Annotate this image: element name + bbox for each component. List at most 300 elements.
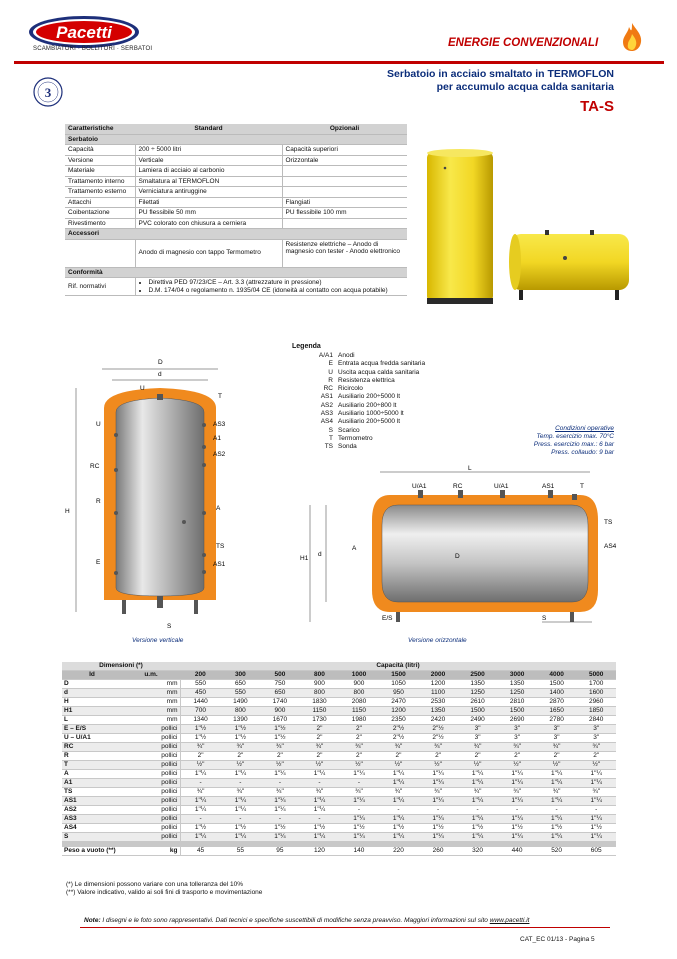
dims-cell: 1490 [221, 698, 261, 707]
dims-cell: 1"¼ [458, 779, 498, 788]
vertical-tank-drawing [60, 350, 260, 640]
dims-cell: 1400 [537, 689, 577, 698]
spec-row: Anodo di magnesio con tappo Termometro Resistenze elettriche – Anodo di magnesio con tester - Anodo elettronico [65, 239, 407, 267]
spec-row: Trattamento interno Smaltatura al TERMOFLON [65, 176, 407, 187]
dims-cell: - [576, 806, 616, 815]
spec-section-accessori: Accessori [65, 229, 407, 240]
cap-col: 2000 [418, 671, 458, 680]
dims-cell: 1980 [339, 716, 379, 725]
dims-cell: 1730 [300, 716, 340, 725]
dims-cell: 1350 [458, 680, 498, 689]
dims-cell: 800 [339, 689, 379, 698]
legend [300, 352, 425, 452]
title-line-1: Serbatoio in acciaio smaltato in TERMOFLON [387, 68, 614, 80]
dims-cell: 1670 [260, 716, 300, 725]
dims-cell: 800 [221, 707, 261, 716]
dims-cell: 650 [260, 689, 300, 698]
dims-cell: - [339, 779, 379, 788]
title-line-2: per accumulo acqua calda sanitaria [436, 81, 614, 93]
dims-row [62, 707, 616, 716]
dims-cell: 1390 [221, 716, 261, 725]
dims-row-id: D [62, 680, 122, 689]
dims-row-id: T [62, 761, 122, 770]
cap-col: 3000 [497, 671, 537, 680]
dims-cell: ¾" [537, 743, 577, 752]
dims-cell: ½" [497, 761, 537, 770]
dims-cell: 1"¼ [379, 797, 419, 806]
dims-cell: 1500 [458, 707, 498, 716]
dims-cell: 1"½ [221, 824, 261, 833]
dims-subheader-row [62, 671, 616, 680]
dims-cell: ¾" [379, 743, 419, 752]
dims-cell: 2960 [576, 698, 616, 707]
label-T-h: T [580, 483, 584, 490]
label-H: H [65, 508, 70, 515]
dims-row-unit: pollici [122, 779, 180, 788]
section-title: ENERGIE CONVENZIONALI [448, 37, 599, 49]
dims-cell: ¾" [576, 743, 616, 752]
legend-item: T Termometro [329, 434, 373, 442]
dims-cell: 700 [180, 707, 221, 716]
dims-row [62, 689, 616, 698]
dims-cell: 1850 [576, 707, 616, 716]
legend-item: U Uscita acqua calda sanitaria [328, 368, 420, 376]
dims-cell: ¾" [300, 788, 340, 797]
dims-cell: 1350 [497, 680, 537, 689]
operating-conditions [500, 425, 614, 457]
dims-row-unit: pollici [122, 788, 180, 797]
dims-cell: 1"¼ [458, 815, 498, 824]
spec-row: Materiale Lamiera di acciaio al carbonio [65, 166, 407, 177]
spec-row: Rivestimento PVC colorato con chiusura a cerniera [65, 218, 407, 229]
normative-item: • D.M. 174/04 o regolamento n. 1935/04 CE (idoneità al contatto con acqua potabile) [149, 287, 405, 295]
spec-row-normativi: Rif. normativi • Direttiva PED 97/23/CE – Art. 3.3 (attrezzature in pressione) • D.M. 174/04 o regolamento n. 1935/04 CE (idoneità al contatto con acqua potabile) [65, 278, 407, 296]
dims-cell: ¾" [300, 743, 340, 752]
label-T: T [218, 393, 222, 400]
dims-cell: 1200 [418, 680, 458, 689]
model-code: TA-S [580, 98, 614, 115]
legend-item: RC Ricircolo [323, 385, 363, 393]
dims-row-unit: pollici [122, 761, 180, 770]
dims-cell: 1"½ [339, 824, 379, 833]
spec-col-caratteristiche: Caratteristiche [65, 124, 135, 134]
dims-cell: 1"¼ [300, 833, 340, 842]
note-line: (*) Le dimensioni possono variare con una tolleranza del 10% [66, 881, 244, 888]
dims-cell: 1"¼ [180, 797, 221, 806]
dims-cell: 1"¼ [418, 833, 458, 842]
dims-cell: 1"¼ [260, 797, 300, 806]
dims-cell: ¾" [180, 788, 221, 797]
legend-title: Legenda [292, 343, 321, 350]
dims-cell: 2350 [379, 716, 419, 725]
dims-row-unit: pollici [122, 815, 180, 824]
dims-cell: 1"¼ [221, 797, 261, 806]
dims-cell: 1"¼ [418, 815, 458, 824]
dims-row-id: U – U/A1 [62, 734, 122, 743]
dims-cell: 900 [339, 680, 379, 689]
legend-item: AS2 Ausiliario 200÷800 lt [320, 401, 397, 409]
dims-row-id: L [62, 716, 122, 725]
label-S-h: S [542, 615, 547, 622]
dims-cell: ½" [221, 761, 261, 770]
label-H1: H1 [300, 555, 309, 562]
label-d: d [158, 371, 162, 378]
dims-cell: 2" [260, 752, 300, 761]
label-A1: A1 [213, 435, 221, 442]
site-link[interactable]: www.pacetti.it [489, 917, 530, 924]
weight-row: Peso a vuoto (**) kg 45 55 95 120 140 220 260 320 440 520 605 [62, 847, 616, 856]
dims-row [62, 833, 616, 842]
label-AS3: AS3 [213, 421, 226, 428]
dims-cell: 1"¼ [180, 770, 221, 779]
dims-cell: 1"¼ [537, 797, 577, 806]
dims-cell: 1"½ [260, 725, 300, 734]
dims-cell: ¾" [260, 743, 300, 752]
dims-cell: 1150 [339, 707, 379, 716]
dims-row [62, 770, 616, 779]
label-U-left: U [96, 421, 101, 428]
spec-header-row [65, 124, 407, 134]
dims-cell: 1150 [300, 707, 340, 716]
cap-col: 1500 [379, 671, 419, 680]
spec-table [65, 124, 407, 296]
dims-cell: 3" [576, 734, 616, 743]
dims-cell: 1"¼ [339, 815, 379, 824]
dims-cell: ½" [576, 761, 616, 770]
dims-cell: - [458, 806, 498, 815]
label-ES: E/S [382, 615, 393, 622]
dims-cell: 2490 [458, 716, 498, 725]
dims-cell: 1"½ [221, 725, 261, 734]
pacetti-logo [22, 12, 158, 60]
dims-cell: 2" [458, 752, 498, 761]
header-rule [14, 61, 664, 64]
dims-cell: 1"¼ [300, 770, 340, 779]
cap-col: 4000 [537, 671, 577, 680]
dims-cell: 1"¼ [339, 833, 379, 842]
brand-name: Pacetti [56, 23, 112, 42]
dims-cell: ½" [537, 761, 577, 770]
note-text: I disegni e le foto sono rappresentativi. Dati tecnici e specifiche suscettibili di modifiche senza preavviso. Maggiori informazioni sul sito [100, 917, 490, 924]
dims-cell: 3" [497, 725, 537, 734]
dims-header-row [62, 662, 616, 671]
note-line: (**) Valore indicativo, valido ai soli fini di trasporto e movimentazione [66, 889, 263, 896]
dims-row [62, 734, 616, 743]
footer-note [84, 917, 529, 924]
label-A: A [216, 505, 221, 512]
dims-row-id: R [62, 752, 122, 761]
dims-cell: 1"¼ [180, 806, 221, 815]
dims-cell: 2" [300, 725, 340, 734]
cap-col: 2500 [458, 671, 498, 680]
dims-cell: ¾" [537, 788, 577, 797]
dims-cell: 1500 [497, 707, 537, 716]
dims-cell: 3" [537, 725, 577, 734]
dims-cell: 1"¼ [576, 833, 616, 842]
dims-cell: 1050 [379, 680, 419, 689]
dims-cell: 1"¼ [537, 770, 577, 779]
dims-cell: ½" [339, 761, 379, 770]
condition-line: Press. esercizio max.: 6 bar [533, 441, 614, 448]
dims-cell: ¾" [497, 743, 537, 752]
dims-cell: 2610 [458, 698, 498, 707]
dims-cell: 800 [300, 689, 340, 698]
legend-item: S Scarico [328, 426, 360, 434]
label-R: R [96, 498, 101, 505]
spec-row: Capacità 200 ÷ 5000 litri Capacità superiori [65, 145, 407, 156]
dims-cell: ½" [260, 761, 300, 770]
dims-row-id: AS1 [62, 797, 122, 806]
dims-row-id: E – E/S [62, 725, 122, 734]
label-UA1-b: U/A1 [494, 483, 509, 490]
dims-cell: ¾" [339, 788, 379, 797]
spec-col-opzionali: Opzionali [282, 124, 407, 134]
spec-row: Versione Verticale Orizzontale [65, 155, 407, 166]
dims-cell: 2" [339, 734, 379, 743]
dims-row [62, 725, 616, 734]
dims-cell: - [497, 806, 537, 815]
dims-row-unit: mm [122, 716, 180, 725]
dims-cell: 1740 [260, 698, 300, 707]
label-RC-h: RC [453, 483, 463, 490]
dims-cell: ¾" [418, 788, 458, 797]
label-d-h: d [318, 551, 322, 558]
brand-tagline: SCAMBIATORI · BOLLITORI · SERBATOI [33, 46, 153, 52]
spec-row: Trattamento esterno Verniciatura antiruggine [65, 187, 407, 198]
dims-cell: 1440 [180, 698, 221, 707]
dims-cell: ½" [458, 761, 498, 770]
dims-cell: ¾" [221, 788, 261, 797]
dims-cell: - [180, 815, 221, 824]
dims-cell: - [339, 806, 379, 815]
dims-cell: 550 [221, 689, 261, 698]
label-TS-h: TS [604, 519, 613, 526]
dims-cell: 950 [379, 689, 419, 698]
dims-cell: 2" [576, 752, 616, 761]
label-D: D [158, 359, 163, 366]
dims-cell: 1250 [497, 689, 537, 698]
dims-cell: 1250 [458, 689, 498, 698]
dims-cell: 2" [221, 752, 261, 761]
dims-row-unit: pollici [122, 806, 180, 815]
horizontal-tank-drawing [290, 460, 620, 640]
dims-row [62, 806, 616, 815]
dims-cell: 1"½ [180, 725, 221, 734]
dims-cell: 1"¼ [497, 797, 537, 806]
dims-cell: 2" [418, 752, 458, 761]
dims-row [62, 779, 616, 788]
horizontal-caption: Versione orizzontale [408, 637, 467, 644]
dims-cell: 1"¼ [458, 833, 498, 842]
dims-row-id: A [62, 770, 122, 779]
dims-cell: 1"¼ [339, 797, 379, 806]
dims-cell: 1"¼ [260, 833, 300, 842]
dims-cell: ¾" [339, 743, 379, 752]
dims-cell: - [418, 806, 458, 815]
label-D-h: D [455, 553, 460, 560]
spec-section-conformita: Conformità [65, 267, 407, 278]
cap-col: 300 [221, 671, 261, 680]
dims-cell: 1"¼ [576, 815, 616, 824]
dims-cell: 1"¼ [537, 815, 577, 824]
dims-cell: 1"½ [221, 734, 261, 743]
dims-cell: 1"¼ [576, 797, 616, 806]
legend-item: AS3 Ausiliario 1000÷5000 lt [320, 410, 404, 418]
dims-row-unit: pollici [122, 824, 180, 833]
dims-cell: 2" [180, 752, 221, 761]
dims-cell: 3" [497, 734, 537, 743]
dims-cell: 2080 [339, 698, 379, 707]
dims-row-unit: pollici [122, 743, 180, 752]
cap-col: 200 [180, 671, 221, 680]
label-AS1: AS1 [213, 561, 226, 568]
dims-row-id: AS3 [62, 815, 122, 824]
dims-cell: 2470 [379, 698, 419, 707]
dims-cell: 1"¼ [458, 770, 498, 779]
normative-item: • Direttiva PED 97/23/CE – Art. 3.3 (attrezzature in pressione) [149, 279, 405, 287]
dims-cell: 1"¼ [497, 770, 537, 779]
dims-cell: 1"¼ [576, 779, 616, 788]
dims-row-id: S [62, 833, 122, 842]
dims-cell: 2" [339, 725, 379, 734]
dims-cell: 1500 [537, 680, 577, 689]
dims-cell: 1"¼ [300, 806, 340, 815]
dims-cell: - [379, 806, 419, 815]
dims-cell: ½" [180, 761, 221, 770]
dims-cell: 1"¼ [379, 770, 419, 779]
condition-line: Press. collaudo: 9 bar [551, 449, 614, 456]
label-A-h: A [352, 545, 357, 552]
dims-row-unit: pollici [122, 833, 180, 842]
label-S: S [167, 623, 172, 630]
dims-cell: 1"¼ [497, 833, 537, 842]
dims-row-unit: mm [122, 680, 180, 689]
dims-cell: ¾" [458, 788, 498, 797]
dims-cell: 1"¼ [537, 779, 577, 788]
dims-header-right: Capacità (litri) [180, 662, 616, 671]
dims-cell: 1"½ [497, 824, 537, 833]
dims-cell: 3" [576, 725, 616, 734]
dims-cell: 1"¼ [418, 797, 458, 806]
legend-item: TS Sonda [324, 443, 357, 451]
dims-cell: 1"½ [418, 824, 458, 833]
dims-cell: 2" [300, 752, 340, 761]
dims-cell: ¾" [497, 788, 537, 797]
dims-row-unit: pollici [122, 725, 180, 734]
dims-row-id: H1 [62, 707, 122, 716]
dims-row-unit: mm [122, 698, 180, 707]
dims-cell: 1"¼ [379, 833, 419, 842]
warranty-badge [33, 76, 63, 108]
label-AS2: AS2 [213, 451, 226, 458]
legend-item: E Entrata acqua fredda sanitaria [328, 360, 426, 368]
label-AS1-h: AS1 [542, 483, 555, 490]
dims-body [62, 680, 616, 842]
dims-row [62, 788, 616, 797]
dims-row [62, 752, 616, 761]
spec-col-standard: Standard [135, 124, 282, 134]
cap-col: 500 [260, 671, 300, 680]
dims-cell: 2" [339, 752, 379, 761]
cap-col: 1000 [339, 671, 379, 680]
dims-cell: 2870 [537, 698, 577, 707]
label-E: E [96, 559, 101, 566]
product-title [310, 68, 614, 94]
dims-row-id: H [62, 698, 122, 707]
dims-row [62, 680, 616, 689]
dims-cell: 2"½ [379, 725, 419, 734]
dims-cell: - [221, 779, 261, 788]
vertical-caption: Versione verticale [132, 637, 184, 644]
dims-cell: 1830 [300, 698, 340, 707]
dims-cell: 2840 [576, 716, 616, 725]
label-AS4: AS4 [604, 543, 617, 550]
dims-cell: 1"½ [576, 824, 616, 833]
dims-row-id: AS4 [62, 824, 122, 833]
dims-cell: 1"¼ [458, 797, 498, 806]
col-um: u.m. [122, 671, 180, 680]
dims-cell: 3" [458, 734, 498, 743]
dims-row-unit: pollici [122, 752, 180, 761]
dims-cell: 2690 [497, 716, 537, 725]
legend-item: A/A1 Anodi [318, 352, 355, 359]
flame-icon [621, 22, 643, 52]
dims-cell: - [260, 815, 300, 824]
dims-cell: 750 [260, 680, 300, 689]
conditions-title: Condizioni operative [555, 425, 614, 432]
dims-cell: 2530 [418, 698, 458, 707]
dims-cell: 1"¼ [221, 770, 261, 779]
cap-col: 5000 [576, 671, 616, 680]
dims-cell: ¾" [418, 743, 458, 752]
dims-cell: - [180, 779, 221, 788]
dims-row-unit: pollici [122, 734, 180, 743]
dims-header-left: Dimensioni (*) [62, 662, 180, 671]
dims-cell: 1"¼ [497, 779, 537, 788]
dims-cell: ½" [418, 761, 458, 770]
dims-cell: 2" [300, 734, 340, 743]
table-notes [66, 881, 262, 897]
normative-list [139, 279, 405, 294]
dims-cell: 1"¼ [418, 779, 458, 788]
spec-section-serbatoio: Serbatoio [65, 134, 407, 145]
horizontal-tank-photo [505, 228, 635, 304]
footer-rule [80, 927, 610, 928]
dims-row [62, 761, 616, 770]
page-number: CAT_EC 01/13 - Pagina 5 [520, 936, 595, 943]
dims-cell: ¾" [221, 743, 261, 752]
dims-row-id: RC [62, 743, 122, 752]
dims-cell: 2780 [537, 716, 577, 725]
dims-cell: 1"½ [260, 824, 300, 833]
dims-cell: 1100 [418, 689, 458, 698]
col-id: Id [62, 671, 122, 680]
dims-cell: 3" [537, 734, 577, 743]
dims-cell: 2"½ [418, 734, 458, 743]
dims-row-id: A1 [62, 779, 122, 788]
dims-cell: 1"¼ [537, 833, 577, 842]
dims-cell: 2" [497, 752, 537, 761]
spec-row: Attacchi Filettati Flangiati [65, 197, 407, 208]
dims-cell: - [300, 815, 340, 824]
dims-row-id: AS2 [62, 806, 122, 815]
label-TS: TS [216, 543, 225, 550]
dims-cell: ¾" [180, 743, 221, 752]
dims-cell: 2" [537, 752, 577, 761]
warranty-years: 3 [44, 85, 52, 100]
label-RC: RC [90, 463, 100, 470]
dims-cell: 1340 [180, 716, 221, 725]
